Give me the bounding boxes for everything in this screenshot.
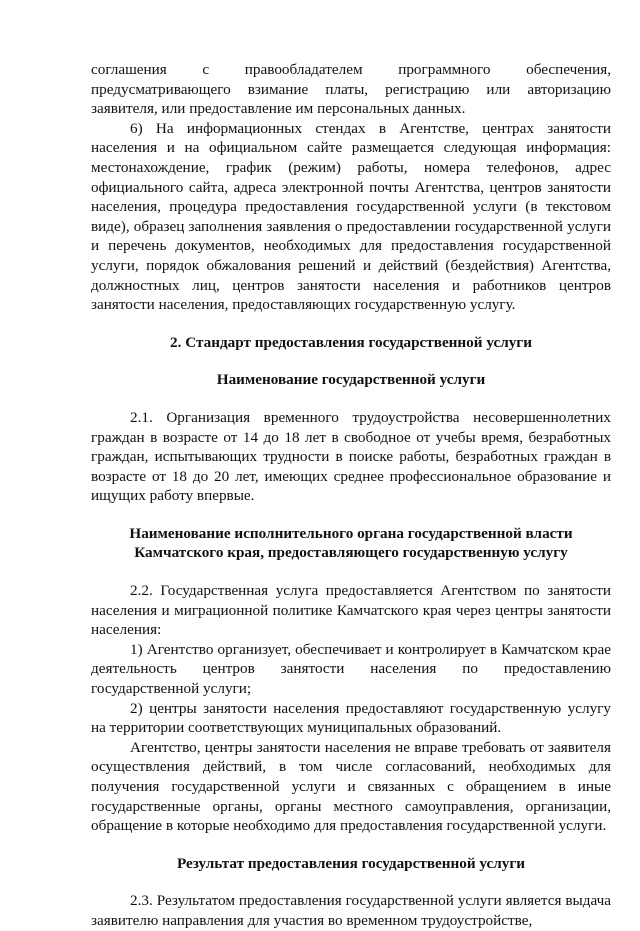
paragraph-2-1: 2.1. Организация временного трудоустройства несовершеннолетних граждан в возрасте от 14 до 18 лет в свободное от учебы время, безработных граждан, испытывающих трудности в поиске работы, безработных граждан в возрасте от 18 до 20 лет, имеющих среднее профессиональное образование и ищущих работу впервые. [91, 408, 611, 505]
paragraph-2-2-item-1: 1) Агентство организует, обеспечивает и контролирует в Камчатском крае деятельность центров занятости населения по предоставлению государственной услуги; [91, 640, 611, 698]
intro-continuation-paragraph: соглашения с правообладателем программного обеспечения, предусматривающего взимание платы, регистрацию или авторизацию заявителя, или предоставление им персональных данных. [91, 61, 611, 118]
paragraph-2-2-agency: Агентство, центры занятости населения не вправе требовать от заявителя осуществления действий, в том числе согласований, необходимых для получения государственной услуги и связанных с обращением в иные государственные органы, органы местного самоуправления, организации, обращение в которые необходимо для предоставления государственной услуги. [91, 738, 611, 835]
section-2-title: 2. Стандарт предоставления государственной услуги [170, 333, 532, 351]
subtitle-service-name: Наименование государственной услуги [216, 371, 486, 389]
subtitle-organ-line-1: Наименование исполнительного органа государственной власти [129, 524, 573, 542]
subtitle-service-result: Результат предоставления государственной услуги [176, 854, 526, 872]
subtitle-organ-line-2: Камчатского края, предоставляющего государственную услугу [134, 544, 568, 562]
paragraph-6: 6) На информационных стендах в Агентстве, центрах занятости населения и на официальном сайте размещается следующая информация: местонахождение, график (режим) работы, номера телефонов, адрес официального сайта, адреса электронной почты Агентства, центров занятости населения, процедура предоставления государственной услуги (в текстовом виде), образец заполнения заявления о предоставлении государственной услуги и перечень документов, необходимых для предоставления государственной услуги, порядок обжалования решений и действий (бездействия) Агентства, должностных лиц, центров занятости населения и работников центров занятости населения, предоставляющих государственную услугу. [91, 119, 611, 314]
document-body [91, 60, 611, 931]
paragraph-2-2: 2.2. Государственная услуга предоставляется Агентством по занятости населения и миграционной политике Камчатского края через центры занятости населения: [91, 582, 611, 639]
paragraph-2-2-item-2: 2) центры занятости населения предоставляют государственную услугу на территории соответствующих муниципальных образований. [91, 699, 611, 737]
paragraph-2-3: 2.3. Результатом предоставления государственной услуги является выдача заявителю направления для участия во временном трудоустройстве, [91, 892, 611, 929]
